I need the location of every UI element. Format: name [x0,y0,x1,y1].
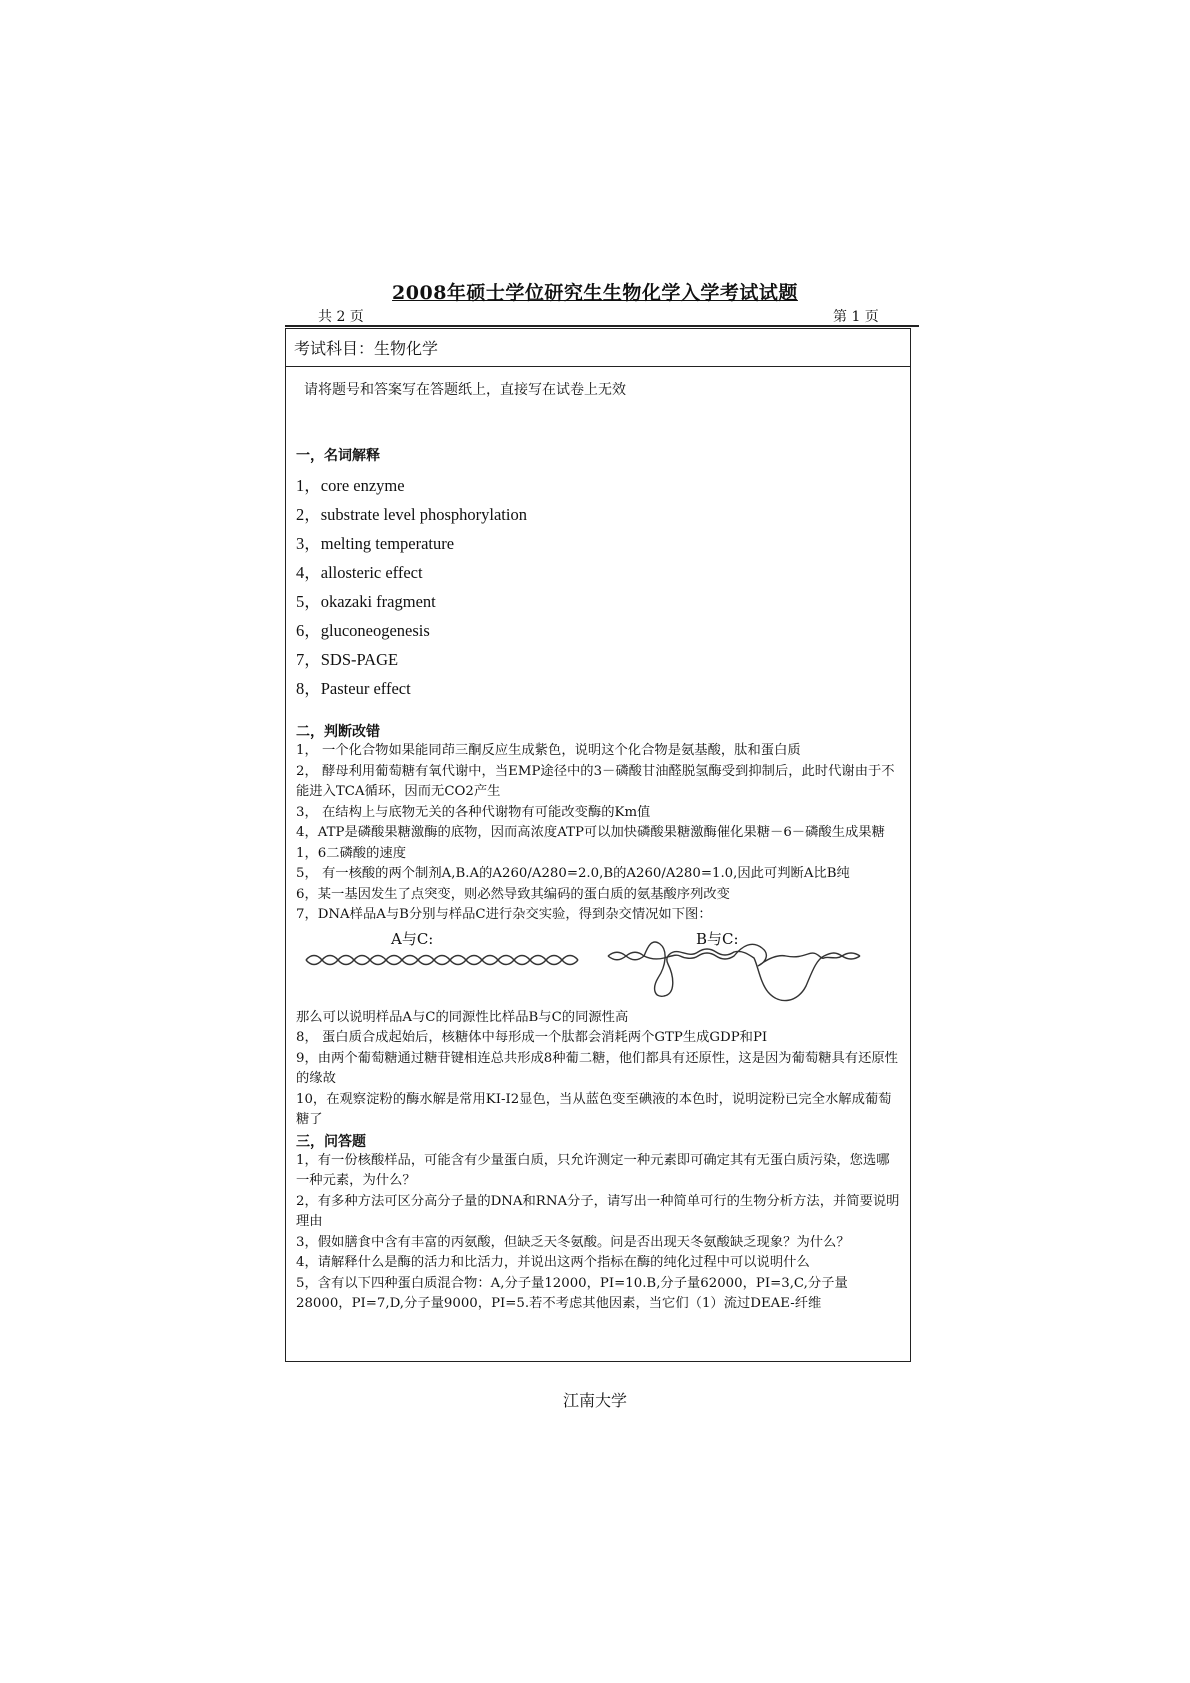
section3-heading: 三，问答题 [296,1133,366,1150]
ac-strand-1 [306,955,578,964]
judge-item: 6，某一基因发生了点突变，则必然导致其编码的蛋白质的氨基酸序列改变 [296,886,730,902]
judge-item: 7，DNA样品A与B分别与样品C进行杂交实验，得到杂交情况如下图： [296,907,712,922]
current-page: 第 1 页 [833,309,879,325]
bc-strand-1 [608,941,860,1000]
exam-frame [285,328,911,1362]
term-item: 4，allosteric effect [296,563,423,582]
figure-label-ac: A与C: [391,929,434,948]
judge-item: 1， 一个化合物如果能同茚三酮反应生成紫色，说明这个化合物是氨基酸，肽和蛋白质 [296,743,801,758]
term-item: 1，core enzyme [296,476,405,495]
section2-heading: 二，判断改错 [296,724,380,740]
question-item: 5，含有以下四种蛋白质混合物：A,分子量12000，PI=10.B,分子量62000，PI=3,C,分子量28000，PI=7,D,分子量9000，PI=5.若不考虑其他因素，当它们（1）流过DEAE-纤维 [296,1275,848,1311]
ac-strand-2 [306,955,578,964]
judge-item: 5， 有一核酸的两个制剂A,B.A的A260/A280=2.0,B的A260/A280=1.0,因此可判断A比B纯 [296,866,850,881]
term-item: 3，melting temperature [296,534,455,553]
question-item: 3，假如膳食中含有丰富的丙氨酸，但缺乏天冬氨酸。问是否出现天冬氨酸缺乏现象？为什么？ [296,1234,850,1250]
term-item: 7，SDS-PAGE [296,650,399,669]
exam-title: 2008年硕士学位研究生生物化学入学考试试题 [392,282,798,304]
term-item: 6，gluconeogenesis [296,621,430,640]
answer-notice: 请将题号和答案写在答题纸上，直接写在试卷上无效 [304,382,626,398]
judge-item: 8， 蛋白质合成起始后，核糖体中每形成一个肽都会消耗两个GTP生成GDP和PI [296,1030,768,1045]
hybridization-figure [296,926,902,1008]
question-item: 1，有一份核酸样品，可能含有少量蛋白质，只允许测定一种元素即可确定其有无蛋白质污染，您选哪一种元素，为什么？ [296,1152,890,1188]
judge-item: 9，由两个葡萄糖通过糖苷键相连总共形成8种葡二糖，他们都具有还原性，这是因为葡萄糖具有还原性的缘故 [296,1050,898,1086]
judge-item: 4，ATP是磷酸果糖激酶的底物，因而高浓度ATP可以加快磷酸果糖激酶催化果糖－6－磷酸生成果糖1，6二磷酸的速度 [296,825,885,861]
question-item: 4，请解释什么是酶的活力和比活力，并说出这两个指标在酶的纯化过程中可以说明什么 [296,1255,810,1270]
exam-content [286,367,910,1315]
judge-item: 10，在观察淀粉的酶水解是常用KI-I2显色，当从蓝色变至碘液的本色时，说明淀粉已完全水解成葡萄糖了 [296,1091,892,1127]
header-rule [285,325,919,327]
institution-footer: 江南大学 [562,1391,627,1410]
question-item: 2，有多种方法可区分高分子量的DNA和RNA分子，请写出一种简单可行的生物分析方法，并简要说明理由 [296,1193,900,1229]
hybrid-strands-drawing [296,926,896,1010]
figure-label-bc: B与C: [696,929,739,948]
total-pages: 共 2 页 [318,309,364,325]
term-list [296,471,902,703]
judge-item: 2， 酵母利用葡萄糖有氧代谢中，当EMP途径中的3－磷酸甘油醛脱氢酶受到抑制后，此时代谢由于不能进入TCA循环，因而无CO2产生 [296,763,895,799]
term-item: 2，substrate level phosphorylation [296,505,527,524]
term-item: 8，Pasteur effect [296,679,411,698]
judge-item: 3， 在结构上与底物无关的各种代谢物有可能改变酶的Km值 [296,804,651,820]
judge-item: 那么可以说明样品A与C的同源性比样品B与C的同源性高 [296,1009,629,1025]
section1-heading: 一，名词解释 [296,448,380,464]
term-item: 5，okazaki fragment [296,592,436,611]
bc-strand-2 [608,944,860,966]
exam-subject: 考试科目：生物化学 [286,329,910,367]
